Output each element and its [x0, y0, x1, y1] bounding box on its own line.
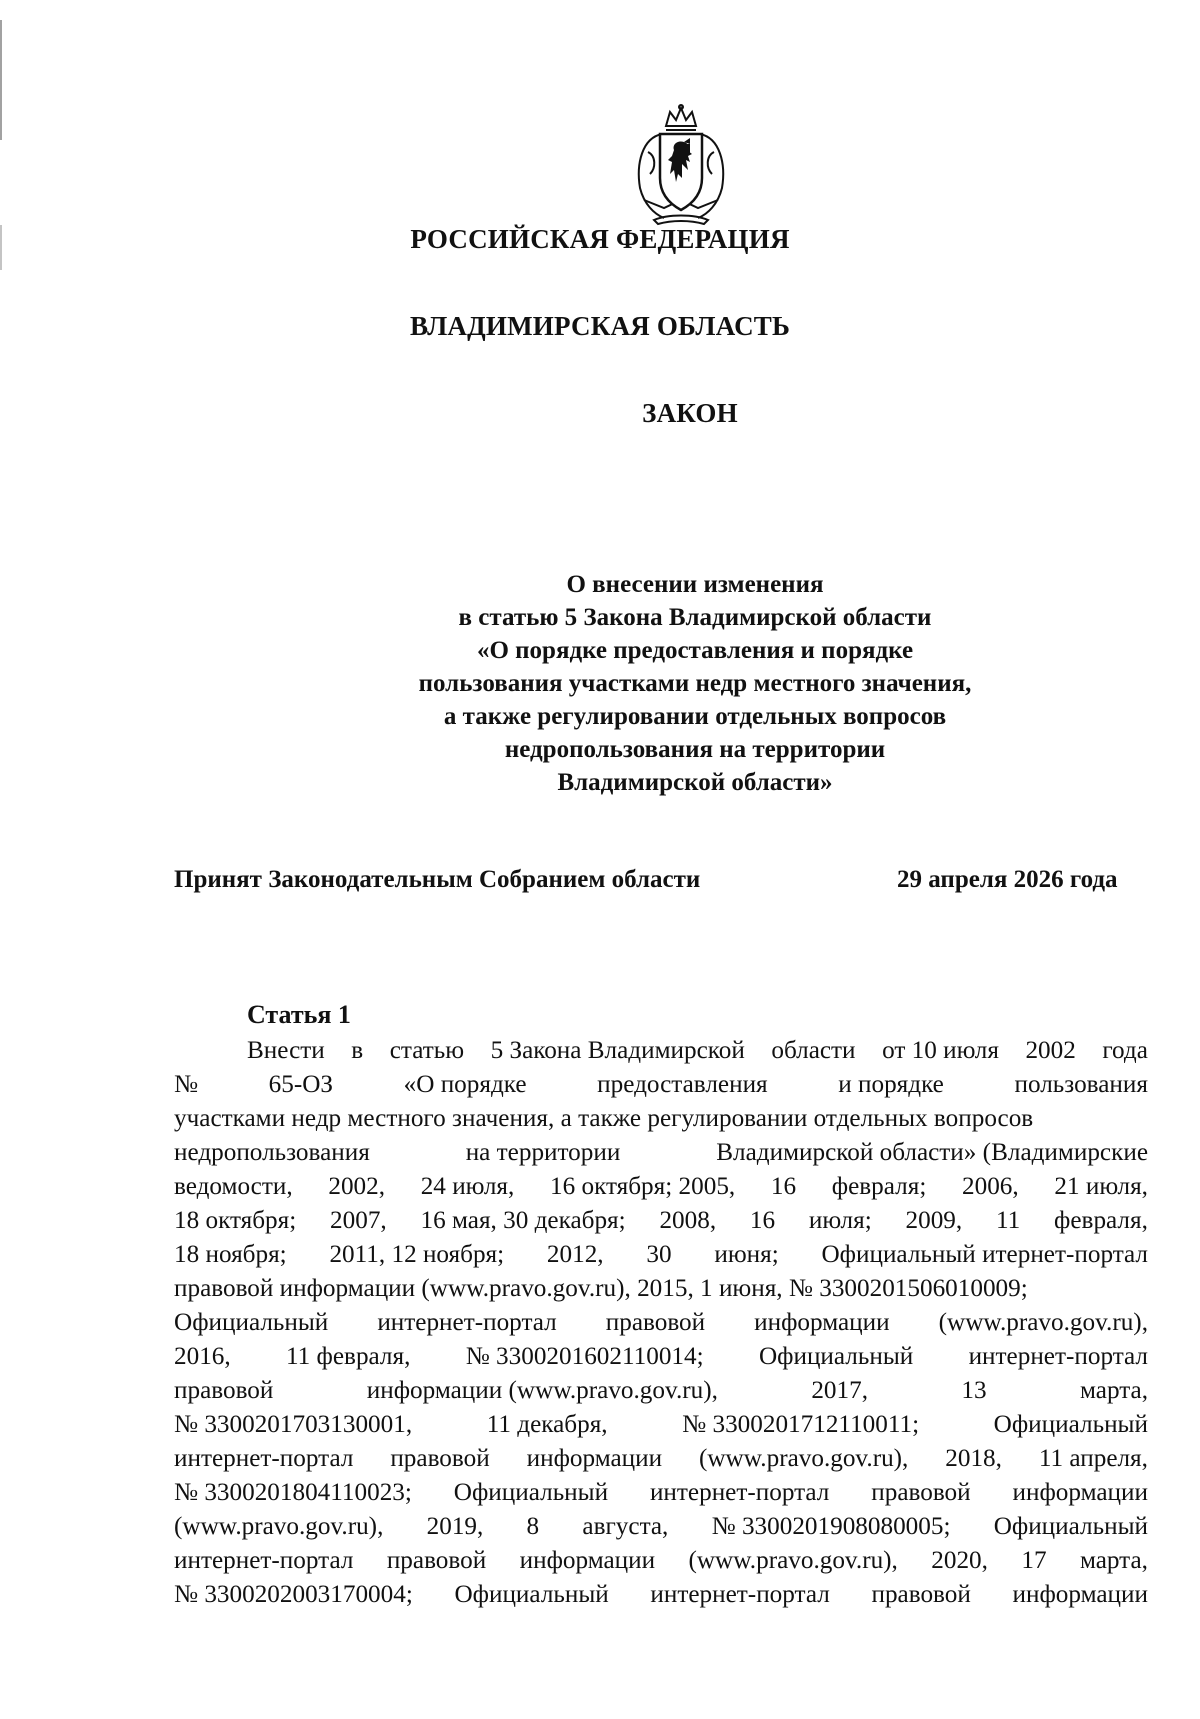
- article-text-segment: 65-ОЗ: [268, 1071, 334, 1098]
- article-text-segment: правовой: [871, 1581, 971, 1608]
- article-text-segment: области: [771, 1037, 856, 1064]
- article-text-segment: 24 июля,: [420, 1173, 515, 1200]
- article-text-segment: 5 Закона Владимирской: [490, 1037, 745, 1064]
- article-text-segment: Официальный итернет-портал: [821, 1241, 1148, 1268]
- article-text-segment: 16: [749, 1207, 776, 1234]
- article-text-segment: 2019,: [426, 1513, 484, 1540]
- article-text-segment: 2002,: [328, 1173, 386, 1200]
- article-text-segment: на территории: [465, 1139, 621, 1166]
- article-text-segment: интернет-портал: [650, 1581, 830, 1608]
- article-text-segment: июля;: [808, 1207, 872, 1234]
- article-text-segment: и порядке: [838, 1071, 944, 1098]
- article-text-segment: 21 июля,: [1054, 1173, 1148, 1200]
- article-text-segment: Официальный: [454, 1581, 609, 1608]
- scan-edge-mark: [0, 0, 2, 1719]
- article-text-segment: февраля,: [1054, 1207, 1148, 1234]
- article-text-segment: правовой: [174, 1377, 274, 1404]
- article-text-segment: 13: [961, 1377, 987, 1404]
- article-text-line: [174, 1204, 1148, 1238]
- law-title-line: в статью 5 Закона Владимирской области: [458, 604, 932, 631]
- article-text-line: [174, 1374, 1148, 1408]
- region-title: ВЛАДИМИРСКАЯ ОБЛАСТЬ: [409, 311, 791, 341]
- article-text-segment: 2016,: [174, 1343, 231, 1370]
- article-text-segment: 16 мая, 30 декабря;: [420, 1207, 626, 1234]
- article-text-segment: 30: [646, 1241, 672, 1268]
- article-text-segment: 2008,: [659, 1207, 717, 1234]
- article-text-segment: марта,: [1079, 1547, 1148, 1574]
- article-text-segment: в: [351, 1037, 364, 1064]
- article-text-segment: 2009,: [905, 1207, 963, 1234]
- article-text-segment: 2002: [1025, 1037, 1076, 1064]
- article-text-segment: правовой: [871, 1479, 971, 1506]
- article-text-segment: 8: [526, 1513, 540, 1540]
- article-text-segment: 17: [1021, 1547, 1047, 1574]
- article-text-segment: пользования: [1014, 1071, 1148, 1098]
- article-text-segment: № 3300201712110011;: [682, 1411, 920, 1438]
- article-text-segment: № 3300202003170004;: [174, 1581, 413, 1608]
- article-text-segment: интернет-портал: [377, 1309, 557, 1336]
- article-text-segment: 2018,: [945, 1445, 1002, 1472]
- article-text-segment: №: [174, 1071, 199, 1098]
- article-text-segment: интернет-портал: [968, 1343, 1148, 1370]
- article-text-segment: 11 апреля,: [1038, 1445, 1148, 1472]
- article-text-line: [174, 1306, 1148, 1340]
- article-text-segment: правовой информации (www.pravo.gov.ru), 2015, 1 июня, № 3300201506010009;: [174, 1275, 1028, 1302]
- article-text-segment: интернет-портал: [174, 1445, 354, 1472]
- article-text-segment: № 3300201602110014;: [465, 1343, 704, 1370]
- article-text-segment: участками недр местного значения, а также регулировании отдельных вопросов: [174, 1105, 1034, 1132]
- article-text-line: [174, 1578, 1148, 1612]
- law-title-line: Владимирской области»: [557, 769, 833, 796]
- law-title: [0, 568, 1200, 799]
- article-text-segment: августа,: [582, 1513, 669, 1540]
- law-title-line: недропользования на территории: [504, 736, 886, 763]
- article-text-line: [174, 1102, 1148, 1136]
- article-text-segment: года: [1102, 1037, 1148, 1064]
- article-text-segment: 16 октября; 2005,: [550, 1173, 736, 1200]
- adoption-date: 29 апреля 2026 года: [897, 866, 1118, 893]
- article-text-segment: Официальный: [453, 1479, 609, 1506]
- article-text-segment: Официальный: [993, 1411, 1148, 1438]
- article-text-line: [174, 1408, 1148, 1442]
- article-text-segment: 2020,: [931, 1547, 988, 1574]
- article-text-segment: (www.pravo.gov.ru),: [698, 1445, 909, 1472]
- article-text-segment: информации: [754, 1309, 890, 1336]
- article-text-segment: Официальный: [174, 1309, 329, 1336]
- article-text-segment: статью: [389, 1037, 465, 1064]
- article-text-segment: информации: [1012, 1479, 1148, 1506]
- article-text-segment: информации: [526, 1445, 663, 1472]
- article-text-segment: 2006,: [962, 1173, 1019, 1200]
- article-text-segment: 11 февраля,: [286, 1343, 411, 1370]
- article-text-segment: 16: [770, 1173, 797, 1200]
- article-body: [174, 1034, 1148, 1612]
- article-text-segment: от 10 июля: [882, 1037, 999, 1064]
- law-title-line: «О порядке предоставления и порядке: [476, 637, 914, 664]
- article-heading: Статья 1: [247, 1000, 351, 1029]
- article-text-line: [174, 1510, 1148, 1544]
- article-text-segment: правовой: [390, 1445, 490, 1472]
- document-type-title: ЗАКОН: [642, 398, 738, 428]
- article-text-line: [174, 1340, 1148, 1374]
- adoption-label: Принят Законодательным Собранием области: [174, 866, 701, 893]
- article-text-segment: № 3300201703130001,: [174, 1411, 413, 1438]
- law-title-line: а также регулировании отдельных вопросов: [443, 703, 947, 730]
- article-text-segment: 18 ноября;: [174, 1241, 287, 1268]
- article-text-segment: интернет-портал: [649, 1479, 830, 1506]
- article-text-segment: Внести: [247, 1037, 325, 1064]
- article-text-segment: правовой: [605, 1309, 706, 1336]
- article-text-segment: июня;: [714, 1241, 779, 1268]
- article-text-line: [174, 1544, 1148, 1578]
- article-text-segment: Официальный: [758, 1343, 914, 1370]
- article-text-segment: недропользования: [174, 1139, 370, 1166]
- article-text-line: [174, 1136, 1148, 1170]
- article-text-segment: правовой: [386, 1547, 487, 1574]
- article-text-line: [174, 1034, 1148, 1068]
- article-text-segment: информации: [519, 1547, 656, 1574]
- law-title-line: О внесении изменения: [566, 571, 824, 598]
- article-text-segment: № 3300201908080005;: [711, 1513, 951, 1540]
- article-text-line: [174, 1272, 1148, 1306]
- article-text-segment: ведомости,: [174, 1173, 293, 1200]
- article-text-line: [174, 1238, 1148, 1272]
- article-text-segment: 11: [995, 1207, 1021, 1234]
- article-text-line: [174, 1170, 1148, 1204]
- coat-of-arms-icon: [628, 104, 734, 226]
- article-text-segment: № 3300201804110023;: [174, 1479, 412, 1506]
- article-text-segment: 18 октября;: [174, 1207, 297, 1234]
- article-text-segment: 2012,: [546, 1241, 604, 1268]
- article-text-segment: Официальный: [993, 1513, 1148, 1540]
- article-text-segment: 2007,: [330, 1207, 387, 1234]
- article-text-segment: информации (www.pravo.gov.ru),: [366, 1377, 718, 1404]
- article-text-segment: (www.pravo.gov.ru),: [174, 1513, 384, 1540]
- article-text-segment: информации: [1012, 1581, 1148, 1608]
- article-text-segment: Владимирской области» (Владимирские: [716, 1139, 1148, 1166]
- article-text-line: [174, 1068, 1148, 1102]
- article-text-segment: марта,: [1080, 1377, 1148, 1404]
- article-text-line: [174, 1476, 1148, 1510]
- article-text-segment: «О порядке: [403, 1071, 527, 1098]
- article-text-segment: февраля;: [831, 1173, 927, 1200]
- article-text-segment: 2011, 12 ноября;: [329, 1241, 505, 1268]
- law-title-line: пользования участками недр местного значения,: [418, 670, 972, 697]
- article-text-segment: 11 декабря,: [486, 1411, 608, 1438]
- country-title: РОССИЙСКАЯ ФЕДЕРАЦИЯ: [410, 224, 790, 254]
- article-text-segment: предоставления: [597, 1071, 768, 1098]
- article-text-segment: (www.pravo.gov.ru),: [938, 1309, 1148, 1336]
- article-text-segment: 2017,: [811, 1377, 868, 1404]
- article-text-segment: интернет-портал: [174, 1547, 354, 1574]
- article-text-line: [174, 1442, 1148, 1476]
- article-text-segment: (www.pravo.gov.ru),: [688, 1547, 898, 1574]
